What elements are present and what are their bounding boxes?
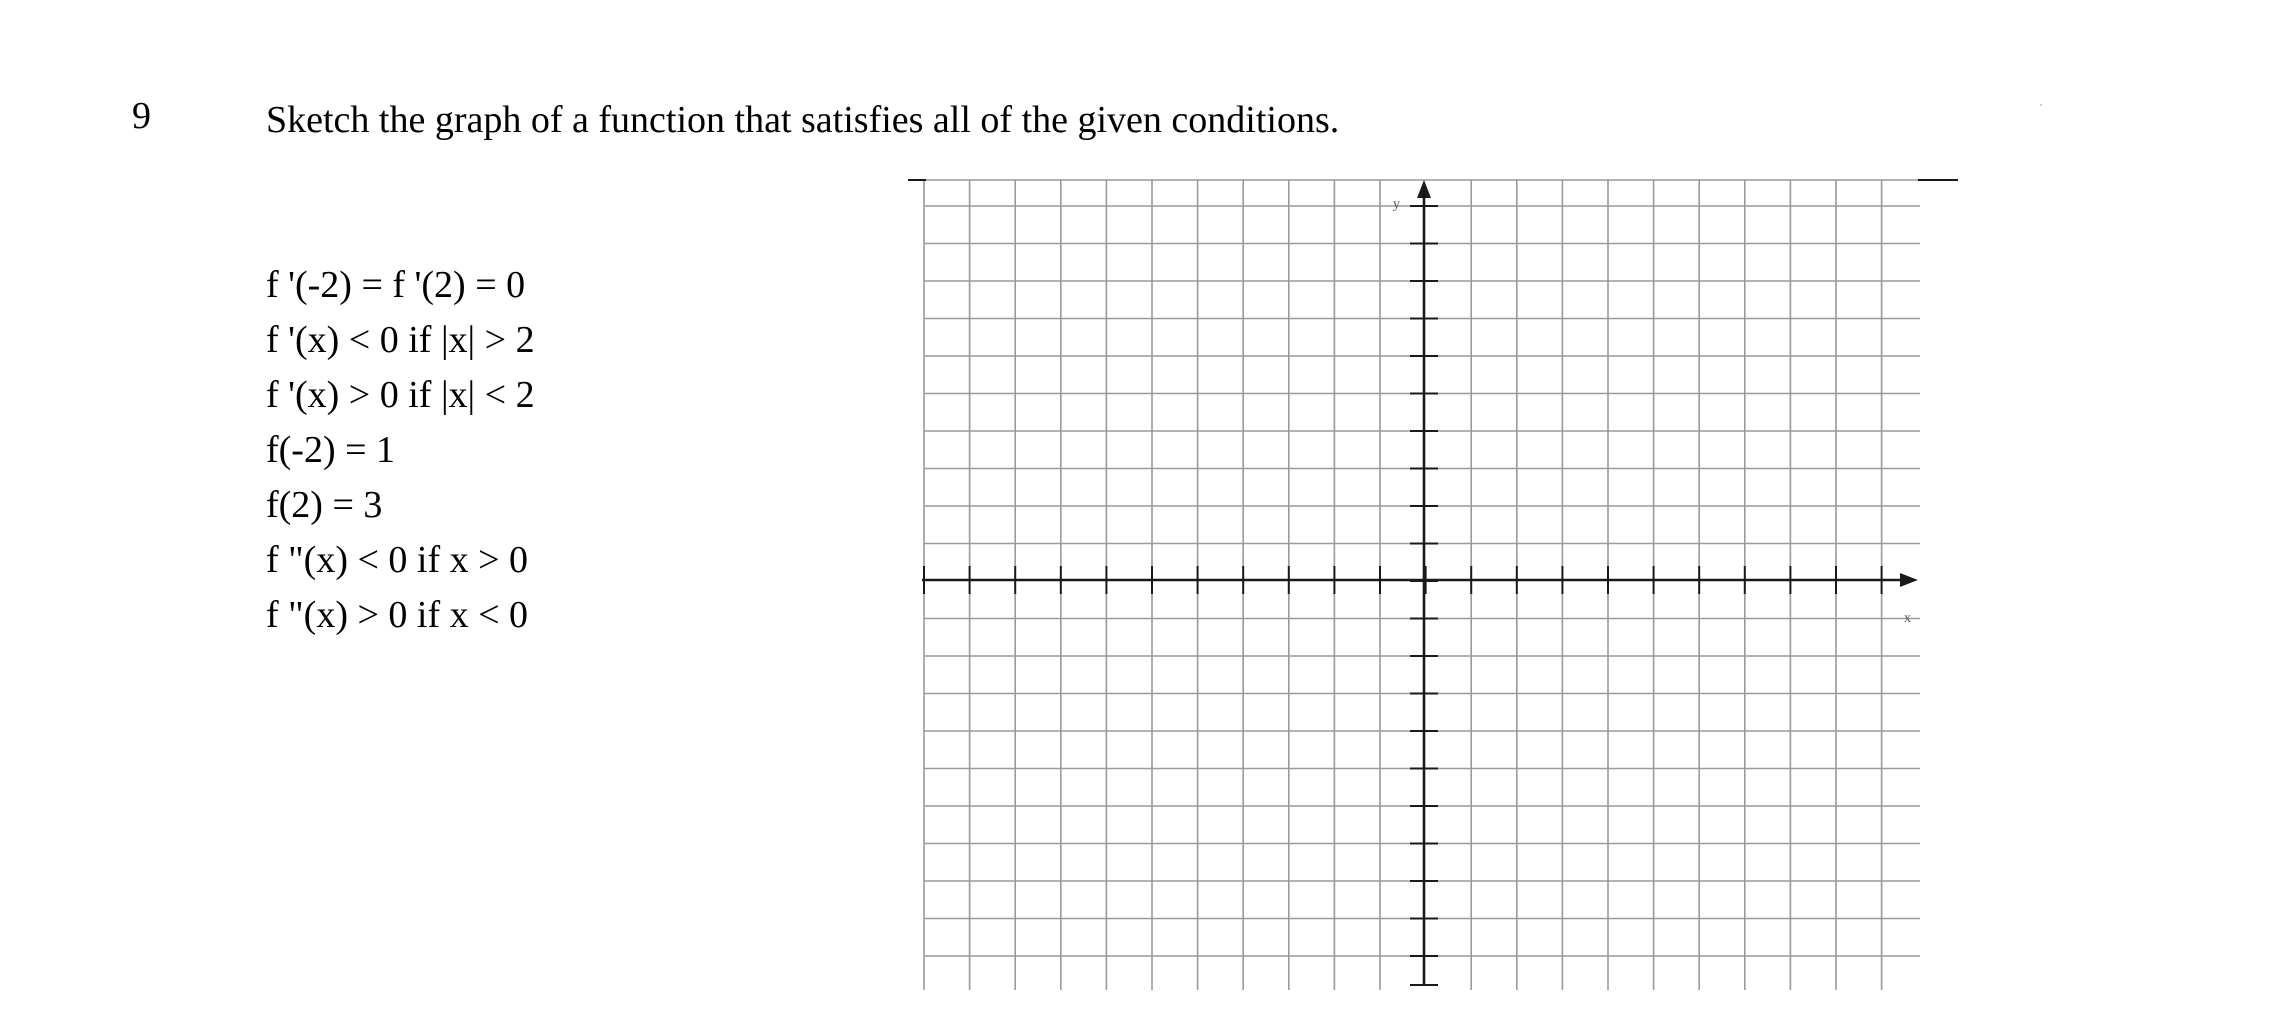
condition-derivative-negative: f '(x) < 0 if |x| > 2 [266, 319, 535, 361]
x-axis-label: x [1904, 611, 1911, 626]
question-prompt: Sketch the graph of a function that satisfies all of the given conditions. [266, 99, 1340, 141]
scan-speck [2040, 104, 2042, 106]
condition-derivative-positive: f '(x) > 0 if |x| < 2 [266, 374, 535, 416]
condition-value-at-neg2: f(-2) = 1 [266, 429, 396, 471]
y-axis-arrow-icon [1417, 180, 1431, 198]
question-number: 9 [132, 95, 151, 137]
condition-concave-down: f "(x) < 0 if x > 0 [266, 539, 529, 581]
y-axis-label: y [1393, 197, 1400, 212]
condition-derivative-zero: f '(-2) = f '(2) = 0 [266, 264, 526, 306]
conditions-list [266, 258, 535, 643]
condition-value-at-2: f(2) = 3 [266, 484, 383, 526]
condition-concave-up: f "(x) > 0 if x < 0 [266, 594, 529, 636]
x-axis-arrow-icon [1900, 573, 1918, 587]
